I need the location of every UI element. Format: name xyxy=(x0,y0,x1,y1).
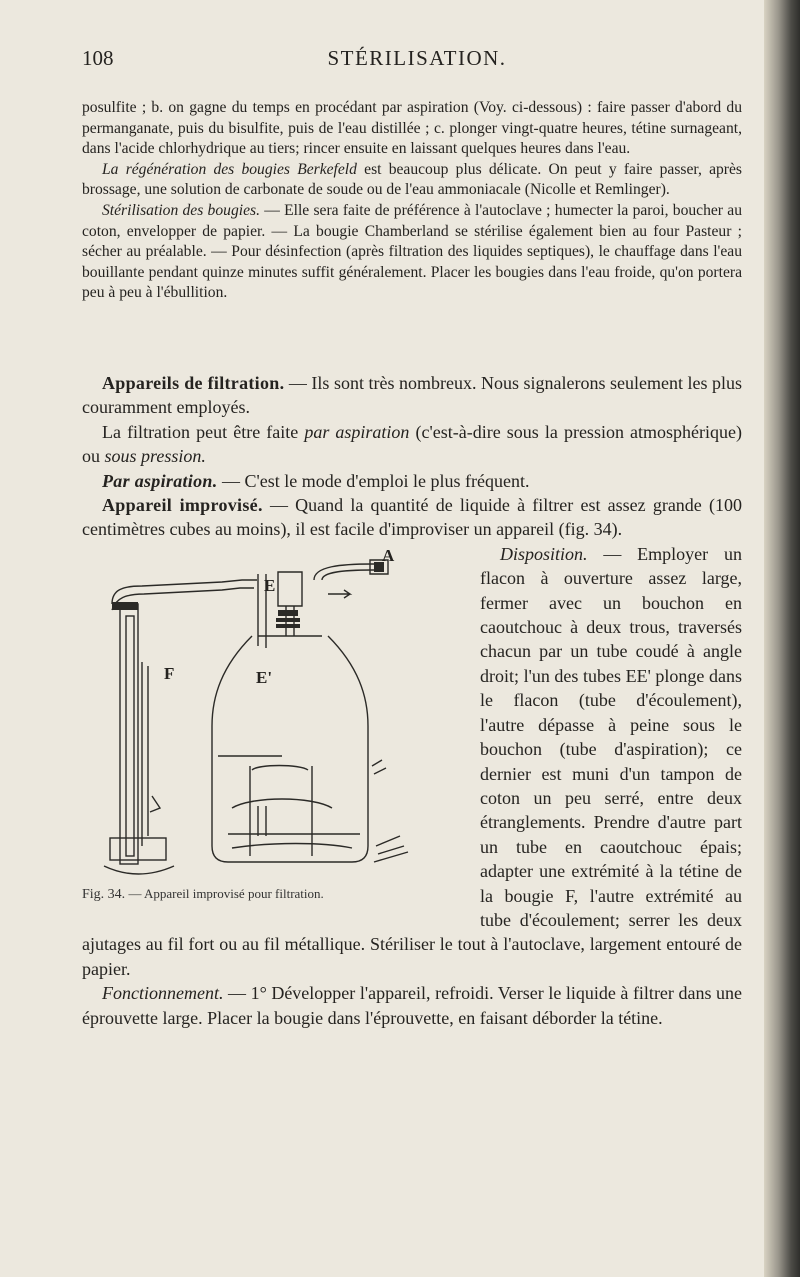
label-f: F xyxy=(164,663,175,683)
disposition-heading: Disposition. xyxy=(500,543,588,564)
filtration-em-aspiration: par aspiration xyxy=(304,421,410,442)
par-aspiration-body: — C'est le mode d'emploi le plus fréquent. xyxy=(217,470,530,491)
paragraph-regeneration xyxy=(82,160,742,201)
page-number: 108 xyxy=(82,46,114,70)
regeneration-body: est beaucoup plus délicate. On peut y faire passer, après brossage, une solution de carbonate de soude ou de l'eau ammoniacale (Nicolle et Remlinger). xyxy=(82,160,742,199)
disposition-body: — Employer un flacon à ouverture assez large, fermer avec un bouchon en caoutchouc à deux trous, traversés chacun par un tube coudé à angle droit; l'un des tubes EE' plonge dans le flacon (tube d'écoulement), l'autre dépasse à peine sous le bouchon (tube d'aspiration); ce dernier est muni d'un tampon de coton un peu serré, entre deux étranglements. Prendre d'autre part un tube en caoutchouc épais; adapter une extrémité à la tétine de la bougie F, l'autre extrémité au tube d'écoulement; serrer les deux ajutages au fil fort ou au fil métallique. Stériliser le tout à l'autoclave, largement entouré de papier. xyxy=(82,543,742,979)
paragraph-par-aspiration xyxy=(82,469,742,493)
paragraph-appareil-improvise xyxy=(82,493,742,542)
fonctionnement-body: — 1° Développer l'appareil, refroidi. Verser le liquide à filtrer dans une éprouvette large. Placer la bougie dans l'éprouvette, en faisant déborder la tétine. xyxy=(82,983,742,1028)
filtration-em-pression: sous pression. xyxy=(104,446,206,467)
figure-caption xyxy=(82,882,462,907)
running-title: STÉRILISATION. xyxy=(327,46,507,70)
appareil-improvise-heading: Appareil improvisé. xyxy=(102,495,263,516)
appareil-improvise-body: — Quand la quantité de liquide à filtrer est assez grande (100 centimètres cubes au moins), il est facile d'improviser un appareil (fig. 34). xyxy=(82,495,742,540)
label-e-prime: E' xyxy=(256,667,273,687)
filtration-text-a: La filtration peut être faite xyxy=(102,421,305,442)
sterilisation-body: — Elle sera faite de préférence à l'autoclave ; humecter la paroi, boucher au coton, envelopper de papier. — La bougie Chamberland se stérilise également bien au four Pasteur ; sécher au préalable. — Pour désinfection (après filtration des liquides septiques), le chauffage dans l'eau bouillante pendant quinze minutes suffit généralement. Placer les bougies dans l'eau froide, qu'on portera peu à peu à l'ébullition. xyxy=(82,201,742,302)
filtration-text-b: (c'est-à-dire sous la pression atmosphérique) ou xyxy=(82,421,742,467)
appareils-heading: Appareils de filtration. xyxy=(102,373,285,393)
label-e: E xyxy=(264,575,276,595)
label-a: A xyxy=(382,545,395,565)
large-text-block xyxy=(82,371,742,1030)
sterilisation-heading: Stérilisation des bougies. xyxy=(102,201,260,219)
par-aspiration-heading: Par aspiration. xyxy=(102,470,218,491)
appareils-body: — Ils sont très nombreux. Nous signalerons seulement les plus couramment employés. xyxy=(82,373,742,418)
caption-text: — Appareil improvisé pour filtration. xyxy=(125,885,324,901)
small-text-block xyxy=(82,98,742,304)
page-header xyxy=(82,46,732,76)
paragraph-sterilisation xyxy=(82,201,742,304)
paragraph-posulfite: posulfite ; b. on gagne du temps en procédant par aspiration (Voy. ci-dessous) : faire passer d'abord du permanganate, puis du bisulfite, puis de l'eau distillée ; c. plonger vingt-quatre heures, tétine surnageant, dans l'acide chlorhydrique au tiers; rincer ensuite en laissant quelques heures dans l'eau. xyxy=(82,99,742,158)
regeneration-heading: La régénération des bougies Berkefeld xyxy=(102,160,357,178)
page-edge-shadow xyxy=(764,0,800,1277)
paragraph-filtration xyxy=(82,420,742,469)
caption-number: Fig. 34. xyxy=(82,886,126,902)
paragraph-appareils xyxy=(82,371,742,420)
fonctionnement-heading: Fonctionnement. xyxy=(102,983,224,1004)
paragraph-fonctionnement xyxy=(82,981,742,1030)
figure-34 xyxy=(82,546,462,918)
